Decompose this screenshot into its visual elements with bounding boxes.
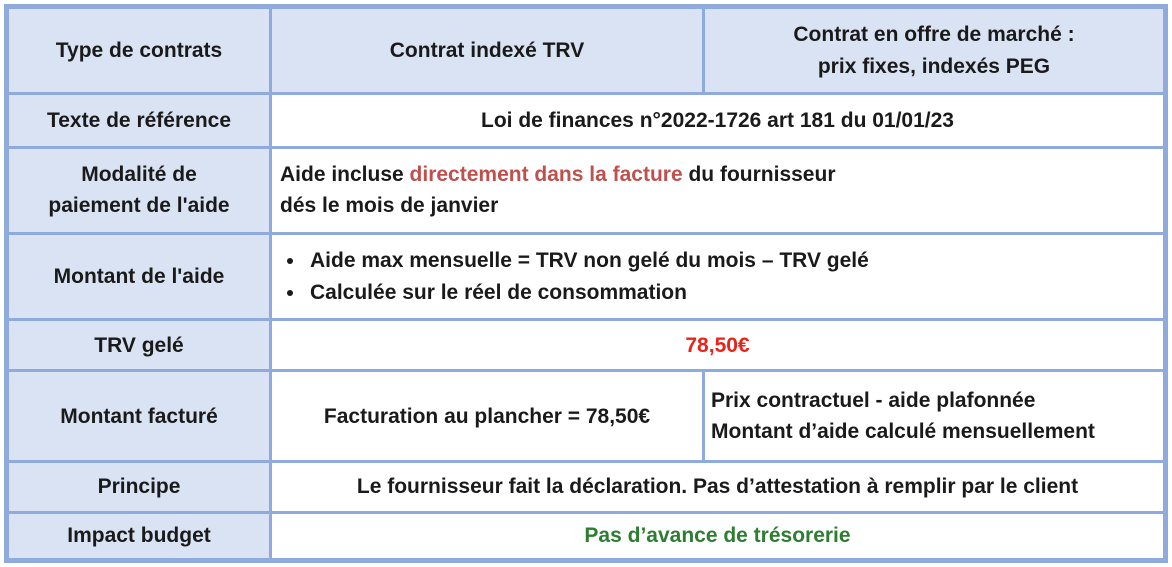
header-contrat-trv xyxy=(272,9,702,92)
value-trv-gele xyxy=(272,321,1163,369)
label-principe-text: Principe xyxy=(97,475,181,499)
header-contrat-marche xyxy=(705,9,1163,92)
value-reference-text: Loi de finances n°2022-1726 art 181 du 01/01/23 xyxy=(481,108,954,132)
facture-trv-text: Facturation au plancher = 78,50€ xyxy=(323,404,651,428)
row-modalite xyxy=(9,149,1163,232)
label-montant-aide-text: Montant de l'aide xyxy=(53,265,225,288)
value-reference xyxy=(272,95,1163,145)
impact-text: Pas d’avance de trésorerie xyxy=(584,524,851,548)
facture-marche-line1: Prix contractuel - aide plafonnée xyxy=(711,388,1036,412)
modalite-pre-text: Aide incluse xyxy=(280,162,410,186)
label-trv-gele-text: TRV gelé xyxy=(94,333,184,357)
label-modalite-line1: Modalité de xyxy=(81,162,197,186)
aid-comparison-table xyxy=(4,4,1168,563)
facture-marche-line2: Montant d’aide calculé mensuellement xyxy=(711,420,1095,444)
label-reference-text: Texte de référence xyxy=(46,108,232,132)
list-item: • Aide max mensuelle = TRV non gelé du mois – TRV gelé xyxy=(306,245,1155,277)
label-montant-facture-text: Montant facturé xyxy=(60,404,218,428)
table xyxy=(6,6,1166,561)
label-trv-gele xyxy=(9,321,269,369)
value-principe xyxy=(272,463,1163,511)
header-col2-text: Contrat indexé TRV xyxy=(389,38,585,62)
row-montant-aide xyxy=(9,235,1163,318)
header-col3-line2: prix fixes, indexés PEG xyxy=(817,54,1051,78)
value-impact xyxy=(272,514,1163,558)
value-facture-trv xyxy=(272,372,702,460)
montant-aide-bullet-list xyxy=(280,245,1155,308)
label-modalite-line2: paiement de l'aide xyxy=(48,194,230,218)
principe-text: Le fournisseur fait la déclaration. Pas d’attestation à remplir par le client xyxy=(356,475,1079,499)
label-impact xyxy=(9,514,269,558)
row-trv-gele xyxy=(9,321,1163,369)
label-montant-aide xyxy=(9,235,269,318)
label-reference xyxy=(9,95,269,145)
label-montant-facture xyxy=(9,372,269,460)
list-item: • Calculée sur le réel de consommation xyxy=(306,277,1155,309)
value-modalite-line2: dés le mois de janvier xyxy=(280,194,499,218)
row-montant-facture xyxy=(9,372,1163,460)
row-principe xyxy=(9,463,1163,511)
row-reference xyxy=(9,95,1163,145)
modalite-highlight-text: directement dans la facture xyxy=(409,162,683,186)
row-impact xyxy=(9,514,1163,558)
header-col3-line1: Contrat en offre de marché : xyxy=(793,23,1075,47)
modalite-post-text: du fournisseur xyxy=(682,162,836,186)
value-facture-marche xyxy=(705,372,1163,460)
label-modalite xyxy=(9,149,269,232)
value-montant-aide xyxy=(272,235,1163,318)
header-type-de-contrats xyxy=(9,9,269,92)
header-col1-text: Type de contrats xyxy=(55,38,223,62)
label-principe xyxy=(9,463,269,511)
label-impact-text: Impact budget xyxy=(67,524,211,548)
header-row xyxy=(9,9,1163,92)
value-modalite xyxy=(272,149,1163,232)
value-modalite-line1 xyxy=(280,159,1155,191)
trv-gele-price: 78,50€ xyxy=(685,333,750,357)
